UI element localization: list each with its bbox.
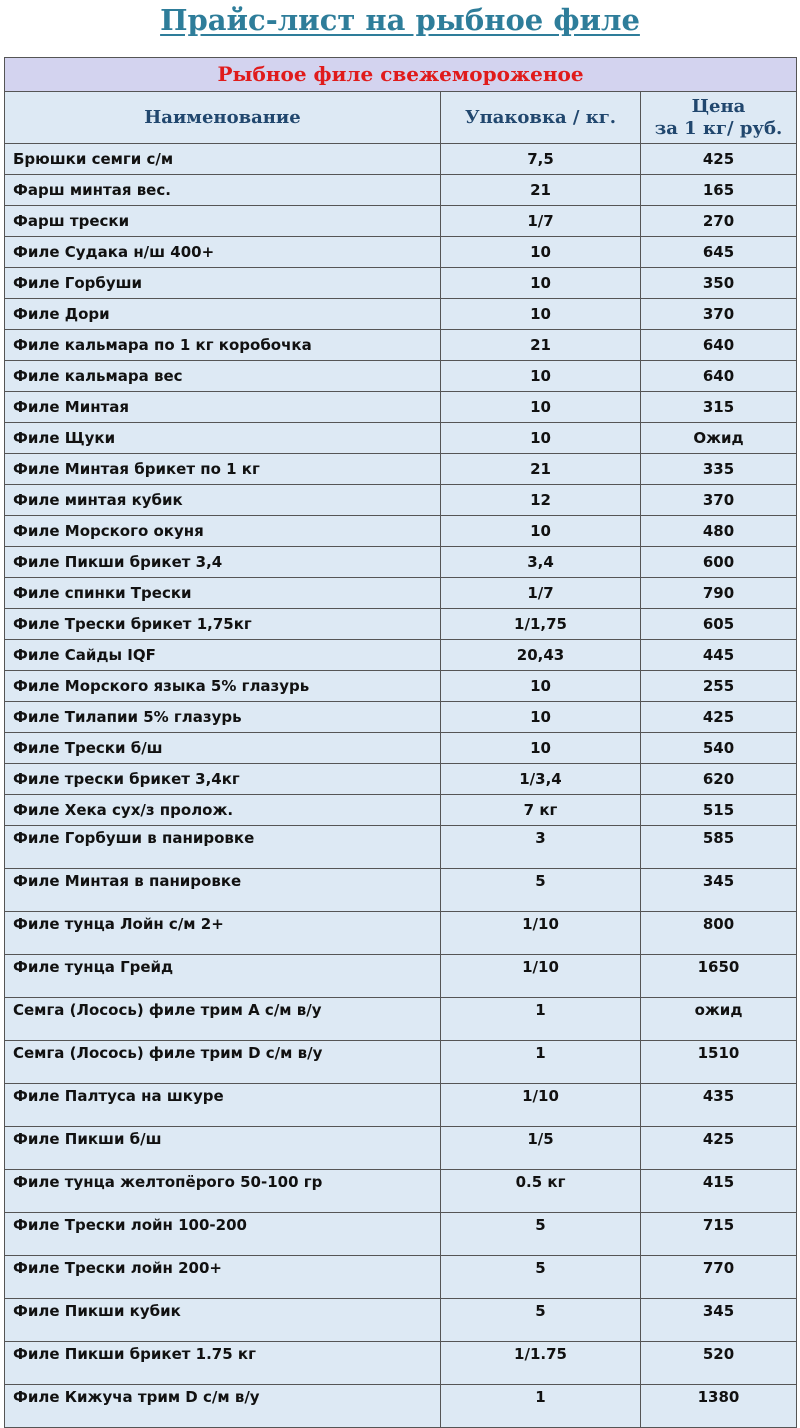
product-name-cell: Филе Минтая брикет по 1 кг <box>5 454 441 485</box>
package-cell: 1/10 <box>441 1084 641 1127</box>
price-cell: 415 <box>641 1170 797 1213</box>
package-cell: 1 <box>441 998 641 1041</box>
table-row <box>5 361 797 392</box>
product-name-cell: Филе Морского окуня <box>5 516 441 547</box>
package-cell: 7,5 <box>441 144 641 175</box>
price-cell: 600 <box>641 547 797 578</box>
price-cell: 425 <box>641 1127 797 1170</box>
product-name-cell: Филе кальмара вес <box>5 361 441 392</box>
price-cell: 165 <box>641 175 797 206</box>
price-cell: 315 <box>641 392 797 423</box>
package-cell: 5 <box>441 869 641 912</box>
product-name-cell: Филе Пикши брикет 1.75 кг <box>5 1342 441 1385</box>
product-name-cell: Филе тунца Грейд <box>5 955 441 998</box>
product-name-cell: Филе Щуки <box>5 423 441 454</box>
price-cell: 1650 <box>641 955 797 998</box>
price-cell: 370 <box>641 485 797 516</box>
header-price-line2: за 1 кг/ руб. <box>654 117 783 139</box>
package-cell: 1/10 <box>441 955 641 998</box>
price-cell: 370 <box>641 299 797 330</box>
product-name-cell: Филе Минтая <box>5 392 441 423</box>
package-cell: 1 <box>441 1041 641 1084</box>
table-row <box>5 998 797 1041</box>
price-cell: 605 <box>641 609 797 640</box>
table-row <box>5 1385 797 1428</box>
product-name-cell: Филе Пикши б/ш <box>5 1127 441 1170</box>
package-cell: 1/5 <box>441 1127 641 1170</box>
price-cell: 770 <box>641 1256 797 1299</box>
package-cell: 1/3,4 <box>441 764 641 795</box>
price-cell: 640 <box>641 330 797 361</box>
section-title: Рыбное филе свежемороженое <box>5 58 797 92</box>
table-row <box>5 702 797 733</box>
product-name-cell: Филе Кижуча трим D с/м в/у <box>5 1385 441 1428</box>
table-row <box>5 268 797 299</box>
package-cell: 5 <box>441 1299 641 1342</box>
table-row <box>5 516 797 547</box>
table-row <box>5 733 797 764</box>
table-row <box>5 1342 797 1385</box>
product-name-cell: Филе Тилапии 5% глазурь <box>5 702 441 733</box>
section-title-row <box>5 58 797 92</box>
product-name-cell: Фарш минтая вес. <box>5 175 441 206</box>
package-cell: 21 <box>441 330 641 361</box>
price-cell: ожид <box>641 998 797 1041</box>
price-cell: 435 <box>641 1084 797 1127</box>
product-name-cell: Филе Хека сух/з пролож. <box>5 795 441 826</box>
price-cell: 480 <box>641 516 797 547</box>
price-cell: 335 <box>641 454 797 485</box>
table-row <box>5 869 797 912</box>
price-cell: 255 <box>641 671 797 702</box>
package-cell: 1/1.75 <box>441 1342 641 1385</box>
product-name-cell: Филе трески брикет 3,4кг <box>5 764 441 795</box>
price-cell: 345 <box>641 1299 797 1342</box>
table-row <box>5 1256 797 1299</box>
product-name-cell: Брюшки семги с/м <box>5 144 441 175</box>
product-name-cell: Филе Морского языка 5% глазурь <box>5 671 441 702</box>
table-row <box>5 955 797 998</box>
package-cell: 10 <box>441 423 641 454</box>
package-cell: 5 <box>441 1256 641 1299</box>
table-row <box>5 423 797 454</box>
table-row <box>5 609 797 640</box>
table-row <box>5 764 797 795</box>
product-name-cell: Филе Трески лойн 100-200 <box>5 1213 441 1256</box>
table-row <box>5 237 797 268</box>
package-cell: 0.5 кг <box>441 1170 641 1213</box>
package-cell: 5 <box>441 1213 641 1256</box>
package-cell: 20,43 <box>441 640 641 671</box>
package-cell: 21 <box>441 175 641 206</box>
table-row <box>5 454 797 485</box>
product-name-cell: Фарш трески <box>5 206 441 237</box>
header-pack: Упаковка / кг. <box>441 92 641 144</box>
table-row <box>5 1084 797 1127</box>
product-name-cell: Филе спинки Трески <box>5 578 441 609</box>
table-row <box>5 175 797 206</box>
table-row <box>5 485 797 516</box>
table-row <box>5 206 797 237</box>
package-cell: 10 <box>441 671 641 702</box>
product-name-cell: Филе Палтуса на шкуре <box>5 1084 441 1127</box>
table-row <box>5 1213 797 1256</box>
header-name: Наименование <box>5 92 441 144</box>
table-row <box>5 1299 797 1342</box>
package-cell: 21 <box>441 454 641 485</box>
product-name-cell: Филе Трески брикет 1,75кг <box>5 609 441 640</box>
table-row <box>5 1041 797 1084</box>
package-cell: 10 <box>441 237 641 268</box>
product-name-cell: Филе Судака н/ш 400+ <box>5 237 441 268</box>
price-cell: 350 <box>641 268 797 299</box>
product-name-cell: Семга (Лосось) филе трим А с/м в/у <box>5 998 441 1041</box>
price-cell: 425 <box>641 702 797 733</box>
product-name-cell: Филе Горбуши <box>5 268 441 299</box>
price-cell: 445 <box>641 640 797 671</box>
product-name-cell: Филе Трески б/ш <box>5 733 441 764</box>
price-cell: 640 <box>641 361 797 392</box>
price-cell: Ожид <box>641 423 797 454</box>
price-table <box>4 57 797 1428</box>
product-name-cell: Семга (Лосось) филе трим D с/м в/у <box>5 1041 441 1084</box>
price-cell: 1510 <box>641 1041 797 1084</box>
price-cell: 620 <box>641 764 797 795</box>
package-cell: 10 <box>441 392 641 423</box>
product-name-cell: Филе Трески лойн 200+ <box>5 1256 441 1299</box>
package-cell: 1/1,75 <box>441 609 641 640</box>
package-cell: 7 кг <box>441 795 641 826</box>
product-name-cell: Филе кальмара по 1 кг коробочка <box>5 330 441 361</box>
page-title: Прайс-лист на рыбное филе <box>160 3 640 37</box>
package-cell: 10 <box>441 516 641 547</box>
price-cell: 1380 <box>641 1385 797 1428</box>
product-name-cell: Филе Горбуши в панировке <box>5 826 441 869</box>
table-row <box>5 330 797 361</box>
package-cell: 1/7 <box>441 206 641 237</box>
price-cell: 515 <box>641 795 797 826</box>
price-cell: 345 <box>641 869 797 912</box>
header-row <box>5 92 797 144</box>
table-row <box>5 547 797 578</box>
price-cell: 270 <box>641 206 797 237</box>
header-price-line1: Цена <box>691 95 746 117</box>
package-cell: 1 <box>441 1385 641 1428</box>
package-cell: 10 <box>441 299 641 330</box>
package-cell: 10 <box>441 268 641 299</box>
package-cell: 3,4 <box>441 547 641 578</box>
price-cell: 800 <box>641 912 797 955</box>
table-row <box>5 640 797 671</box>
price-cell: 540 <box>641 733 797 764</box>
table-row <box>5 826 797 869</box>
table-row <box>5 912 797 955</box>
table-row <box>5 299 797 330</box>
package-cell: 10 <box>441 361 641 392</box>
product-name-cell: Филе Пикши кубик <box>5 1299 441 1342</box>
price-cell: 520 <box>641 1342 797 1385</box>
table-row <box>5 144 797 175</box>
package-cell: 1/7 <box>441 578 641 609</box>
product-name-cell: Филе тунца желтопёрого 50-100 гр <box>5 1170 441 1213</box>
package-cell: 12 <box>441 485 641 516</box>
price-cell: 645 <box>641 237 797 268</box>
table-row <box>5 1170 797 1213</box>
table-row <box>5 578 797 609</box>
package-cell: 10 <box>441 733 641 764</box>
price-cell: 425 <box>641 144 797 175</box>
table-row <box>5 1127 797 1170</box>
product-name-cell: Филе минтая кубик <box>5 485 441 516</box>
product-name-cell: Филе Пикши брикет 3,4 <box>5 547 441 578</box>
header-price <box>641 92 797 144</box>
product-name-cell: Филе Минтая в панировке <box>5 869 441 912</box>
table-row <box>5 671 797 702</box>
price-cell: 790 <box>641 578 797 609</box>
package-cell: 3 <box>441 826 641 869</box>
product-name-cell: Филе Дори <box>5 299 441 330</box>
package-cell: 1/10 <box>441 912 641 955</box>
price-cell: 715 <box>641 1213 797 1256</box>
table-row <box>5 795 797 826</box>
product-name-cell: Филе Сайды IQF <box>5 640 441 671</box>
table-row <box>5 392 797 423</box>
package-cell: 10 <box>441 702 641 733</box>
product-name-cell: Филе тунца Лойн с/м 2+ <box>5 912 441 955</box>
price-cell: 585 <box>641 826 797 869</box>
